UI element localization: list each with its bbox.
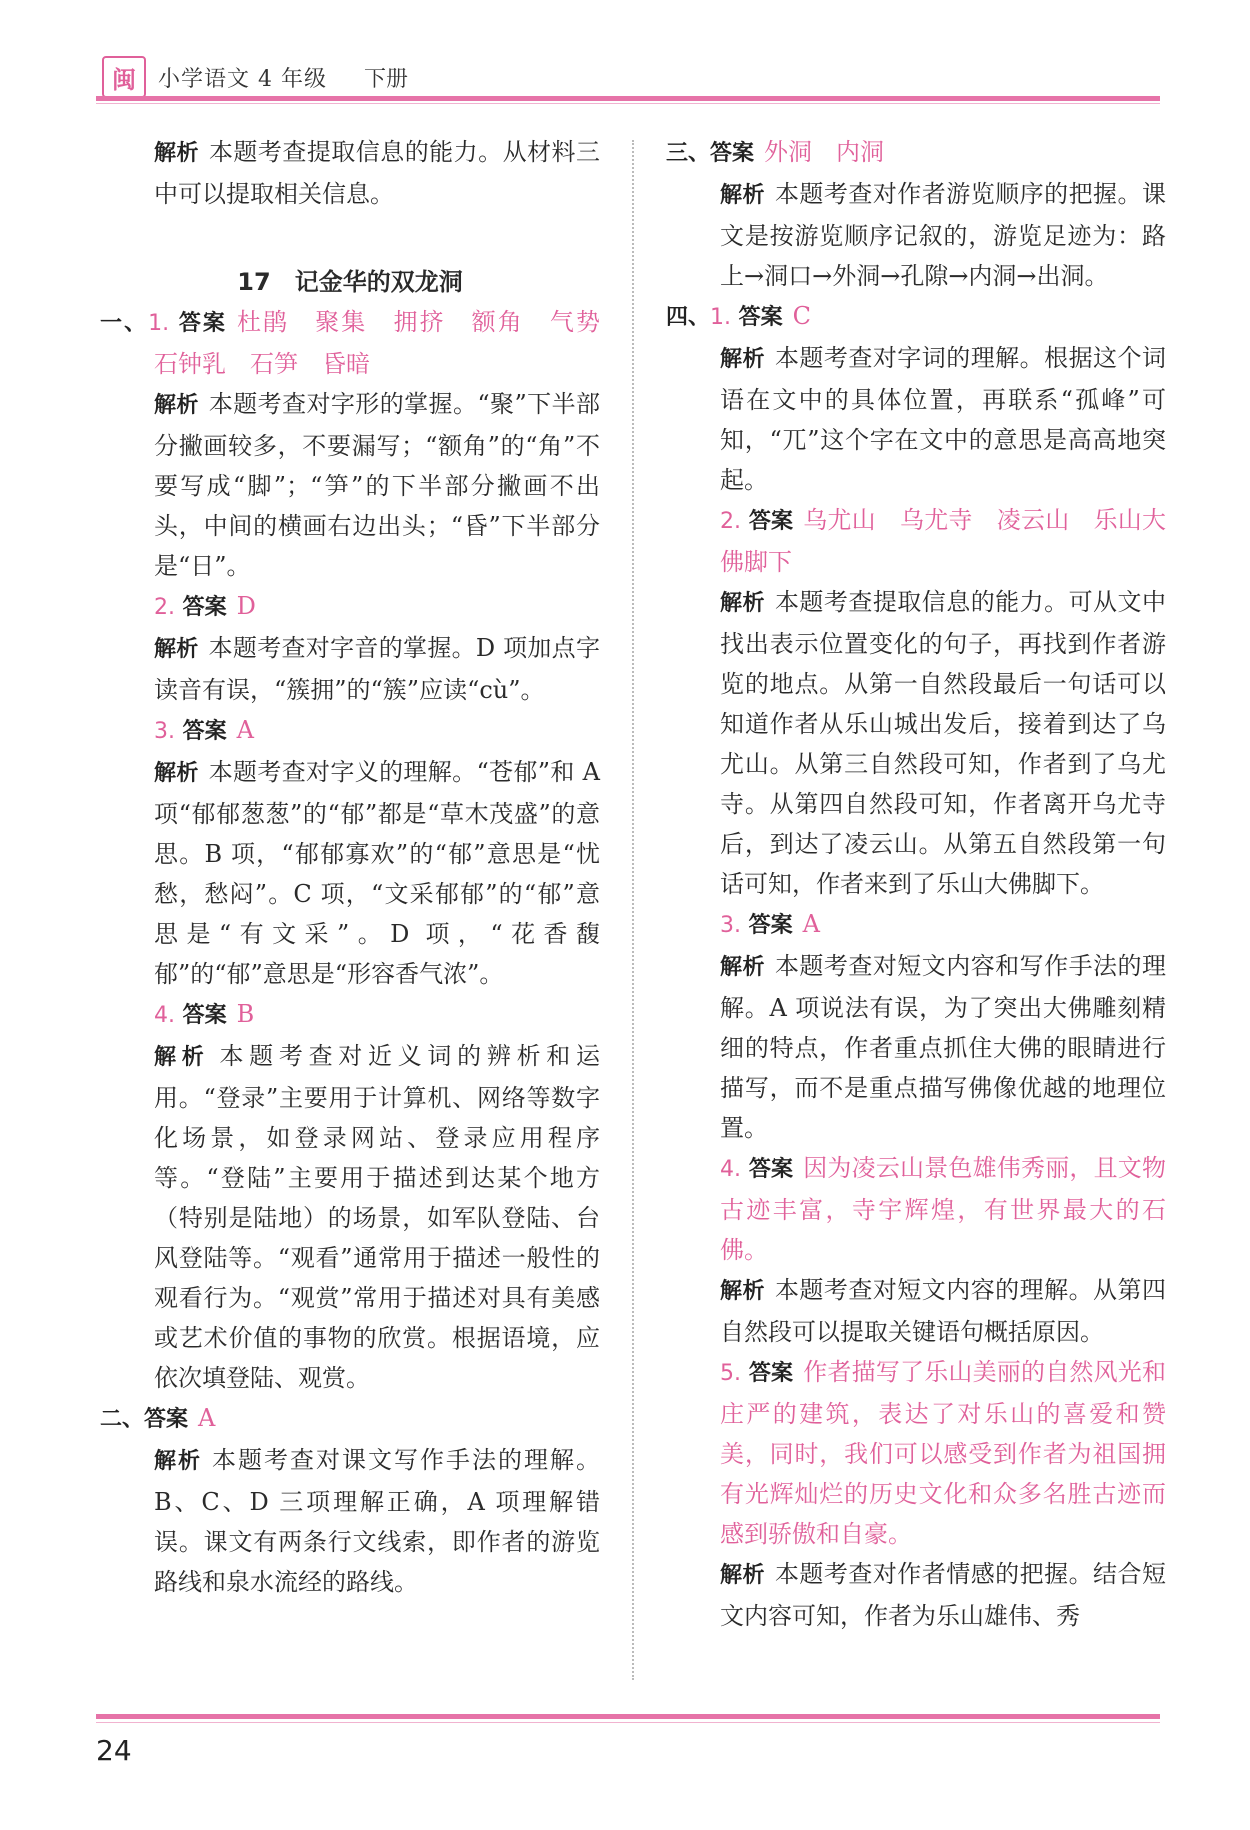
header-rule-thin (96, 103, 1160, 104)
q3-answer (100, 710, 600, 752)
answer-label: 答案 (144, 1407, 189, 1432)
s3-answer (666, 132, 1166, 174)
right-column (666, 132, 1166, 1636)
q1-answer (100, 302, 624, 384)
answer-label: 答案 (182, 1003, 227, 1028)
s4-q4-analysis (666, 1270, 1166, 1352)
analysis-text: 本题考查对近义词的辨析和运用。“登录”主要用于计算机、网络等数字化场景，如登录网站、登录应用程序等。“登陆”主要用于描述到达某个地方（特别是陆地）的场景，如军队登陆、台风登陆等。“观看”通常用于描述一般性的观看行为。“观赏”常用于描述对具有美感或艺术价值的事物的欣赏。根据语境，应依次填登陆、观赏。 (154, 1042, 600, 1392)
analysis-text: 本题考查对字形的掌握。“聚”下半部分撇画较多，不要漏写；“额角”的“角”不要写成“脚”；“笋”的下半部分撇画不出头，中间的横画右边出头；“昏”下半部分是“日”。 (154, 390, 600, 580)
answer-label: 答案 (738, 305, 783, 330)
answer-text: A (802, 910, 820, 938)
analysis-text: 本题考查对字义的理解。“苍郁”和 A 项“郁郁葱葱”的“郁”都是“草木茂盛”的意思。B 项，“郁郁寡欢”的“郁”意思是“忧愁，愁闷”。C 项，“文采郁郁”的“郁”意思是“有文采”。D 项，“花香馥郁”的“郁”意思是“形容香气浓”。 (154, 758, 600, 988)
section-marker: 四、 (666, 305, 711, 330)
analysis-label: 解析 (154, 761, 199, 786)
question-number: 4. (720, 1157, 741, 1182)
analysis-text: 本题考查对课文写作手法的理解。B、C、D 三项理解正确，A 项理解错误。课文有两条行文线索，即作者的游览路线和泉水流经的路线。 (154, 1446, 600, 1596)
s4-q5-answer (666, 1352, 1166, 1554)
footer-rule-thin (96, 1722, 1160, 1723)
intro-analysis (100, 132, 600, 214)
analysis-text: 本题考查提取信息的能力。可从文中找出表示位置变化的句子，再找到作者游览的地点。从第一自然段最后一句话可以知道作者从乐山城出发后，接着到达了乌尤山。从第三自然段可知，作者到了乌尤寺。从第四自然段可知，作者离开乌尤寺后，到达了凌云山。从第五自然段第一句话可知，作者来到了乐山大佛脚下。 (720, 588, 1166, 898)
publisher-logo-icon: 闽 (102, 56, 146, 98)
question-number: 3. (720, 913, 741, 938)
section-marker: 二、 (100, 1407, 145, 1432)
s4-q1-answer (666, 296, 1166, 338)
answer-label: 答案 (178, 311, 228, 336)
answer-label: 答案 (748, 913, 793, 938)
book-title: 小学语文 4 年级 (158, 67, 327, 92)
analysis-text: 本题考查对短文内容的理解。从第四自然段可以提取关键语句概括原因。 (720, 1276, 1166, 1346)
answer-text: C (792, 302, 812, 330)
analysis-label: 解析 (720, 1279, 765, 1304)
q4-answer (100, 994, 600, 1036)
analysis-text: 本题考查提取信息的能力。从材料三中可以提取相关信息。 (154, 138, 600, 208)
analysis-label: 解析 (720, 347, 765, 372)
answer-text: 外洞 内洞 (764, 138, 885, 166)
analysis-label: 解析 (154, 637, 199, 662)
s4-q3-answer (666, 904, 1166, 946)
page-number: 24 (96, 1734, 132, 1767)
s4-q1-analysis (666, 338, 1166, 500)
header-rule (96, 96, 1160, 101)
analysis-text: 本题考查对字音的掌握。D 项加点字读音有误，“簇拥”的“簇”应读“cù”。 (154, 634, 600, 704)
analysis-text: 本题考查对作者游览顺序的把握。课文是按游览顺序记叙的，游览足迹为：路上→洞口→外洞→孔隙→内洞→出洞。 (720, 180, 1166, 290)
s3-analysis (666, 174, 1166, 296)
answer-label: 答案 (748, 1157, 794, 1182)
s4-q5-analysis (666, 1554, 1166, 1636)
answer-text: A (198, 1404, 216, 1432)
question-number: 5. (720, 1361, 741, 1386)
answer-text: 作者描写了乐山美丽的自然风光和庄严的建筑，表达了对乐山的喜爱和赞美，同时，我们可以感受到作者为祖国拥有光辉灿烂的历史文化和众多名胜古迹而感到骄傲和自豪。 (720, 1358, 1166, 1548)
answer-text: B (236, 1000, 255, 1028)
analysis-label: 解析 (154, 1449, 202, 1474)
answer-label: 答案 (710, 141, 755, 166)
analysis-label: 解析 (720, 955, 765, 980)
s4-q2-answer (666, 500, 1166, 582)
analysis-label: 解析 (154, 141, 199, 166)
s2-analysis (100, 1440, 600, 1602)
column-divider (632, 140, 634, 1680)
q3-analysis (100, 752, 600, 994)
section-marker: 三、 (666, 141, 711, 166)
analysis-label: 解析 (720, 1563, 765, 1588)
q2-analysis (100, 628, 600, 710)
s4-q3-analysis (666, 946, 1166, 1148)
question-number: 2. (720, 509, 741, 534)
section-marker: 一、 (100, 311, 149, 336)
analysis-label: 解析 (154, 1045, 210, 1070)
question-number: 1. (710, 305, 732, 330)
left-column (100, 132, 624, 1602)
analysis-text: 本题考查对作者情感的把握。结合短文内容可知，作者为乐山雄伟、秀 (720, 1560, 1166, 1630)
answer-text: 因为凌云山景色雄伟秀丽，且文物古迹丰富，寺宇辉煌，有世界最大的石佛。 (720, 1154, 1166, 1264)
lesson-title: 17 记金华的双龙洞 (237, 268, 463, 296)
footer-rule (96, 1714, 1160, 1719)
book-volume: 下册 (364, 67, 409, 92)
answer-label: 答案 (182, 719, 227, 744)
answer-text: 乌尤山 乌尤寺 凌云山 乐山大佛脚下 (720, 506, 1166, 576)
answer-label: 答案 (748, 1361, 794, 1386)
page-header (96, 52, 1160, 100)
s4-q4-answer (666, 1148, 1166, 1270)
answer-text: D (236, 592, 256, 620)
q4-analysis (100, 1036, 600, 1398)
s4-q2-analysis (666, 582, 1166, 904)
analysis-label: 解析 (720, 183, 765, 208)
answer-label: 答案 (182, 595, 227, 620)
q2-answer (100, 586, 600, 628)
question-number: 4. (154, 1003, 175, 1028)
question-number: 1. (148, 311, 170, 336)
analysis-label: 解析 (720, 591, 765, 616)
s2-answer (100, 1398, 600, 1440)
q1-analysis (100, 384, 600, 586)
question-number: 2. (154, 595, 175, 620)
answer-label: 答案 (748, 509, 794, 534)
analysis-label: 解析 (154, 393, 199, 418)
question-number: 3. (154, 719, 175, 744)
analysis-text: 本题考查对字词的理解。根据这个词语在文中的具体位置，再联系“孤峰”可知，“兀”这个字在文中的意思是高高地突起。 (720, 344, 1166, 494)
analysis-text: 本题考查对短文内容和写作手法的理解。A 项说法有误，为了突出大佛雕刻精细的特点，作者重点抓住大佛的眼睛进行描写，而不是重点描写佛像优越的地理位置。 (720, 952, 1166, 1142)
answer-text: A (236, 716, 254, 744)
answer-text: 杜鹃 聚集 拥挤 额角 气势 石钟乳 石笋 昏暗 (154, 308, 624, 378)
